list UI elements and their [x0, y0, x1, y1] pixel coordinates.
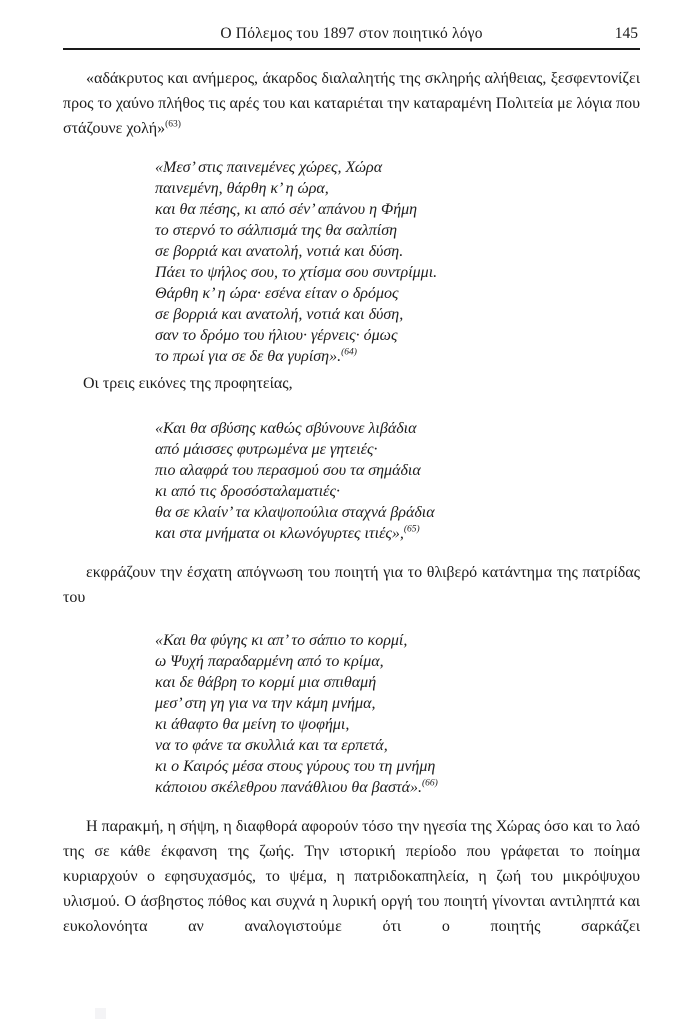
footnote-marker-66: (66) — [422, 778, 438, 789]
paragraph-text: «αδάκρυτος και ανήμερος, άκαρδος διαλαλητής της σκληρής αλήθειας, ξεσφεντονίζει προς το χαύνο πλήθος τις αρές του και καταριέται την καταραμένη Πολιτεία με λόγια που στάζουνε χολή» — [63, 70, 640, 137]
poem-line: κι από τις δροσόσταλαματιές· — [155, 483, 340, 500]
poem-line: σε βορριά και ανατολή, νοτιά και δύση, — [155, 306, 404, 323]
poem-line — [155, 523, 640, 544]
poem-quote-prophecy — [155, 157, 640, 367]
poem-line: το στερνό το σάλπισμά της θα σαλπίση — [155, 222, 398, 239]
paragraph-middle: εκφράζουν την έσχατη απόγνωση του ποιητή για το θλιβερό κατάντημα της πατρίδας του — [63, 564, 640, 606]
poem-line: μεσ’ στη γη για να την κάμη μνήμα, — [155, 695, 376, 712]
bridge-sentence: Οι τρεις εικόνες της προφητείας, — [83, 375, 293, 392]
page-header — [63, 24, 640, 44]
poem-line: «Και θα φύγης κι απ’ το σάπιο το κορμί, — [155, 632, 408, 649]
poem-line: «Και θα σβύσης καθώς σβύνουνε λιβάδια — [155, 420, 417, 437]
poem-line-text: το πρωί για σε δε θα γυρίση». — [155, 348, 342, 365]
footnote-marker-65: (65) — [403, 524, 420, 535]
poem-line: πιο αλαφρά του περασμού σου τα σημάδια — [155, 462, 421, 479]
poem-line: σε βορριά και ανατολή, νοτιά και δύση. — [155, 243, 404, 260]
header-rule — [63, 48, 640, 50]
poem-line: κι ο Καιρός μέσα στους γύρους του τη μνήμη — [155, 758, 436, 775]
poem-line: Πάει το ψήλος σου, το χτίσμα σου συντρίμμι. — [155, 264, 438, 281]
running-title: Ο Πόλεμος του 1897 στον ποιητικό λόγο — [220, 25, 483, 42]
poem-line: θα σε κλαίν’ τα κλαψοπούλια σταχνά βράδια — [155, 504, 435, 521]
poem-line: σαν το δρόμο του ήλιου· γέρνεις· όμως — [155, 327, 398, 344]
poem-line-text: κάποιου σκέλεθρου πανάθλιου θα βαστά». — [155, 779, 423, 796]
poem-quote-soul — [155, 630, 640, 798]
poem-line: και θα πέσης, κι από σέν’ απάνου η Φήμη — [155, 201, 418, 218]
page-number: 145 — [614, 25, 638, 42]
footnote-marker-63: (63) — [165, 119, 181, 130]
poem-line: να το φάνε τα σκυλλιά και τα ερπετά, — [155, 737, 388, 754]
scan-artifact — [95, 1008, 106, 1019]
poem-line: «Μεσ’ στις παινεμένες χώρες, Χώρα — [155, 159, 383, 176]
paragraph-intro-quote — [63, 66, 640, 141]
poem-line: Θάρθη κ’ η ώρα· εσένα είταν ο δρόμος — [155, 285, 399, 302]
footnote-marker-64: (64) — [341, 347, 357, 358]
poem-line-text: και στα μνήματα οι κλωνόγυρτες ιτιές», — [155, 525, 404, 542]
poem-line: από μάισσες φυτρωμένα με γητειές· — [155, 441, 378, 458]
poem-line: ω Ψυχή παραδαρμένη από το κρίμα, — [155, 653, 384, 670]
poem-line: και δε θάβρη το κορμί μια σπιθαμή — [155, 674, 377, 691]
poem-line: παινεμένη, θάρθη κ’ η ώρα, — [155, 180, 329, 197]
paragraph-final: Η παρακμή, η σήψη, η διαφθορά αφορούν τόσο την ηγεσία της Χώρας όσο και το λαό της σε κάθε έκφανση της ζωής. Την ιστορική περίοδο που γράφεται το ποίημα κυριαρχούν ο εφησυχασμός, το ψέμα, η πατριδοκαπηλεία, η ζωή του μικρόψυχου υλισμού. Ο άσβηστος πόθος και συχνά η λυρική οργή του ποιητή γίνονται αντιληπτά και ευκολονόητα αν αναλογιστούμε ότι ο ποιητής σαρκάζει — [63, 818, 640, 935]
poem-quote-meadows — [155, 418, 640, 544]
poem-line — [155, 346, 640, 367]
poem-line — [155, 777, 640, 798]
poem-line: κι άθαφτο θα μείνη το ψοφήμι, — [155, 716, 350, 733]
